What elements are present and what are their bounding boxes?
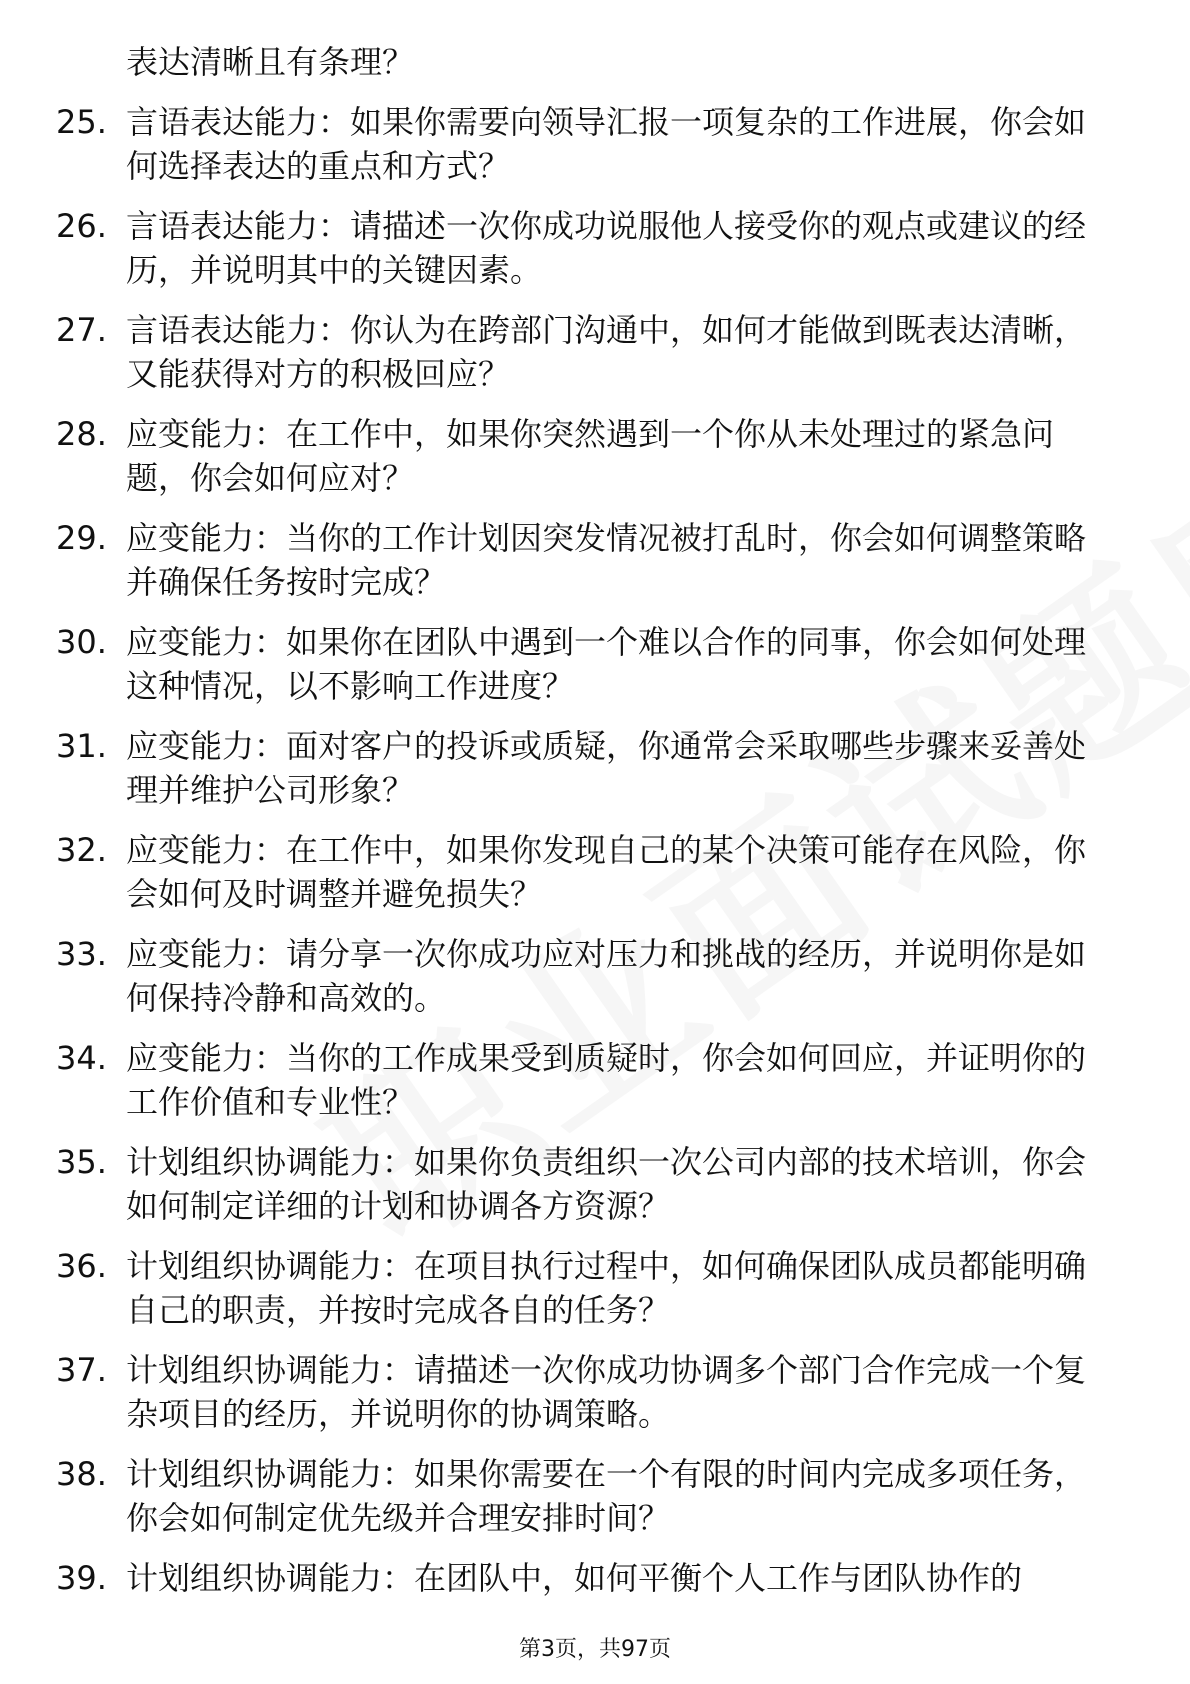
item-text: 应变能力：在工作中，如果你发现自己的某个决策可能存在风险，你会如何及时调整并避免损失？ — [126, 831, 1087, 913]
item-number: 38. — [56, 1455, 107, 1493]
item-text: 应变能力：如果你在团队中遇到一个难以合作的同事，你会如何处理这种情况，以不影响工作进度？ — [126, 623, 1087, 705]
list-item — [56, 1036, 1116, 1124]
item-number: 27. — [56, 311, 107, 349]
item-number: 33. — [56, 935, 107, 973]
list-item — [56, 308, 1116, 396]
item-number: 32. — [56, 831, 107, 869]
page-footer: 第3页，共97页 — [519, 1637, 671, 1662]
item-text: 计划组织协调能力：在项目执行过程中，如何确保团队成员都能明确自己的职责，并按时完成各自的任务？ — [126, 1247, 1087, 1329]
list-item — [56, 724, 1116, 812]
list-item — [56, 516, 1116, 604]
item-text: 应变能力：当你的工作成果受到质疑时，你会如何回应，并证明你的工作价值和专业性？ — [126, 1039, 1087, 1121]
item-number: 29. — [56, 519, 107, 557]
item-text: 言语表达能力：请描述一次你成功说服他人接受你的观点或建议的经历，并说明其中的关键因素。 — [126, 207, 1087, 289]
item-text: 计划组织协调能力：如果你负责组织一次公司内部的技术培训，你会如何制定详细的计划和协调各方资源？ — [126, 1143, 1087, 1225]
list-item — [56, 620, 1116, 708]
item-number: 31. — [56, 727, 107, 765]
item-number: 35. — [56, 1143, 107, 1181]
item-text: 言语表达能力：你认为在跨部门沟通中，如何才能做到既表达清晰，又能获得对方的积极回应？ — [126, 311, 1087, 393]
item-text: 应变能力：请分享一次你成功应对压力和挑战的经历，并说明你是如何保持冷静和高效的。 — [126, 935, 1087, 1017]
item-number: 34. — [56, 1039, 107, 1077]
question-list — [56, 40, 1116, 1616]
item-number: 26. — [56, 207, 107, 245]
item-text: 言语表达能力：如果你需要向领导汇报一项复杂的工作进展，你会如何选择表达的重点和方式？ — [126, 103, 1087, 185]
list-item — [56, 412, 1116, 500]
list-item — [56, 1140, 1116, 1228]
item-text: 应变能力：当你的工作计划因突发情况被打乱时，你会如何调整策略并确保任务按时完成？ — [126, 519, 1087, 601]
item-text: 应变能力：面对客户的投诉或质疑，你通常会采取哪些步骤来妥善处理并维护公司形象？ — [126, 727, 1087, 809]
list-item — [56, 1244, 1116, 1332]
list-item — [56, 932, 1116, 1020]
item-number: 28. — [56, 415, 107, 453]
carry-over-text: 表达清晰且有条理？ — [126, 43, 415, 81]
list-item — [56, 1348, 1116, 1436]
item-text: 计划组织协调能力：在团队中，如何平衡个人工作与团队协作的 — [126, 1559, 1023, 1597]
item-text: 计划组织协调能力：请描述一次你成功协调多个部门合作完成一个复杂项目的经历，并说明你的协调策略。 — [126, 1351, 1087, 1433]
item-number: 37. — [56, 1351, 107, 1389]
item-number: 25. — [56, 103, 107, 141]
list-item — [56, 204, 1116, 292]
item-number: 30. — [56, 623, 107, 661]
list-item — [56, 100, 1116, 188]
list-item — [56, 1452, 1116, 1540]
list-item — [56, 1556, 1116, 1600]
item-text: 计划组织协调能力：如果你需要在一个有限的时间内完成多项任务，你会如何制定优先级并合理安排时间？ — [126, 1455, 1087, 1537]
item-number: 36. — [56, 1247, 107, 1285]
list-item — [56, 828, 1116, 916]
item-number: 39. — [56, 1559, 107, 1597]
item-text: 应变能力：在工作中，如果你突然遇到一个你从未处理过的紧急问题，你会如何应对？ — [126, 415, 1055, 497]
